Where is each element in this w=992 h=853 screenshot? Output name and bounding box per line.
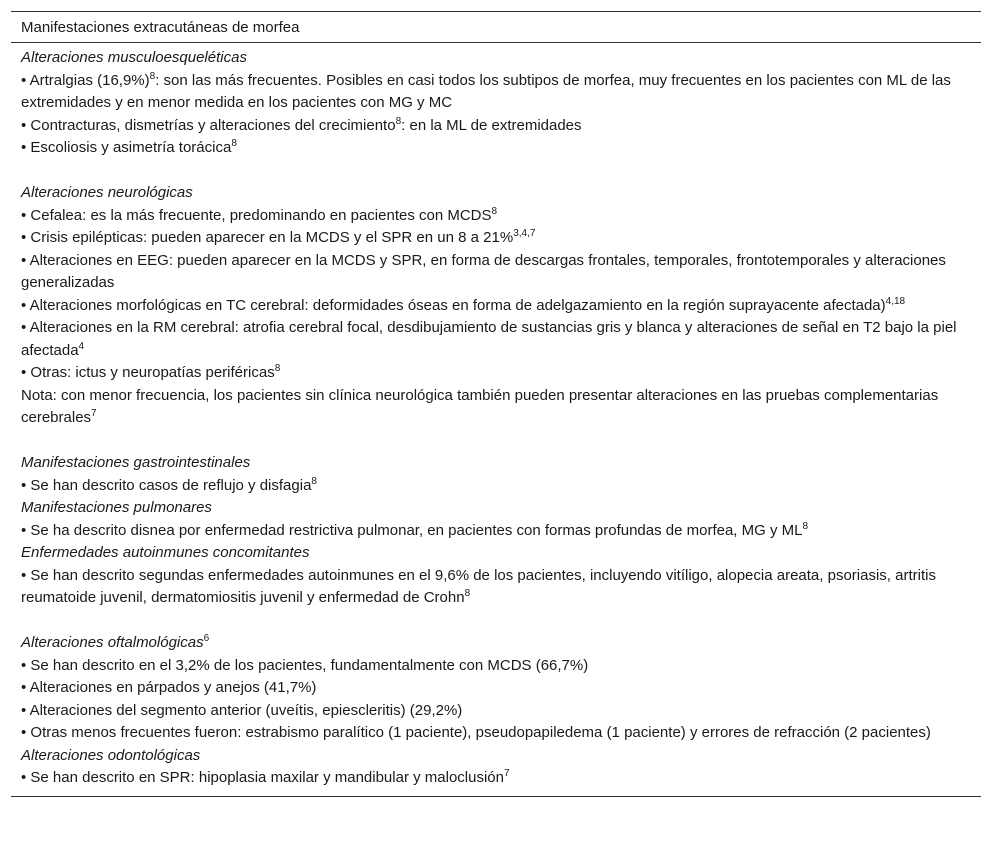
reference-superscript: 8 — [491, 205, 498, 217]
reference-superscript: 8 — [464, 588, 471, 599]
list-item: • Se han descrito segundas enfermedades autoinmunes en el 9,6% de los pacientes, incluyendo vitíligo, alopecia areata, psoriasis, artritis reumatoide juvenil, dermatomiositis juvenil y enfermedad de Crohn$^8$ — [21, 566, 936, 606]
reference-superscript: 4,18 — [885, 295, 906, 307]
list-item: • Alteraciones en la RM cerebral: atrofia cerebral focal, desdibujamiento de sustancias gris y blanca y alteraciones de señal en T2 bajo la piel afectada$^4$ — [21, 319, 957, 359]
reference-superscript: 8 — [149, 70, 156, 82]
section-spacer — [21, 160, 971, 183]
section-title-pulmonary: Manifestaciones pulmonares — [21, 499, 212, 516]
table-header: Manifestaciones extracutáneas de morfea — [11, 11, 981, 43]
list-item: • Alteraciones del segmento anterior (uveítis, epiescleritis) (29,2%) — [21, 701, 463, 719]
list-item: • Se han descrito en SPR: hipoplasia maxilar y mandibular y maloclusión$^7$ — [21, 768, 510, 786]
reference-superscript: 3,4,7 — [513, 228, 536, 239]
list-item: • Contracturas, dismetrías y alteraciones del crecimiento$^8$: en la ML de extremidades — [21, 115, 582, 134]
note-item: Nota: con menor frecuencia, los pacientes sin clínica neurológica también pueden presentar alteraciones en las pruebas complementarias cerebrales$^7$ — [21, 386, 939, 426]
section-title-dental: Alteraciones odontológicas — [21, 746, 201, 764]
reference-superscript: 8 — [802, 520, 809, 532]
section-title-ophthalmological: Alteraciones oftalmológicas$^6$ — [21, 633, 210, 651]
reference-superscript: 8 — [274, 363, 281, 374]
list-item: • Alteraciones en párpados y anejos (41,7%) — [21, 679, 317, 696]
list-item: • Alteraciones morfológicas en TC cerebral: deformidades óseas en forma de adelgazamiento en la región suprayacente afectada)$^{4,18}$ — [21, 295, 906, 314]
section-title-neurological: Alteraciones neurológicas — [21, 184, 193, 201]
section-title-autoimmune: Enfermedades autoinmunes concomitantes — [21, 544, 310, 561]
list-item: • Otras menos frecuentes fueron: estrabismo paralítico (1 paciente), pseudopapiledema (1 paciente) y errores de refracción (2 pacientes) — [21, 724, 931, 741]
reference-superscript: 8 — [395, 115, 402, 127]
list-item: • Se han descrito casos de reflujo y disfagia$^8$ — [21, 475, 317, 494]
section-title-musculoskeletal: Alteraciones musculoesqueléticas — [21, 49, 247, 66]
list-item: • Se han descrito en el 3,2% de los pacientes, fundamentalmente con MCDS (66,7%) — [21, 656, 589, 674]
list-item: • Otras: ictus y neuropatías periféricas$^8$ — [21, 363, 281, 381]
section-title-gastrointestinal: Manifestaciones gastrointestinales — [21, 454, 251, 471]
list-item: • Artralgias $(16,9\%)^8$: son las más frecuentes. Posibles en casi todos los subtipos de morfea, muy frecuentes en los pacientes con ML de las extremidades y en menor medida en los pacientes con MG y MC — [21, 70, 951, 111]
table-body-cell — [11, 43, 981, 797]
extracutaneous-manifestations-table — [11, 11, 981, 797]
list-item: • Escoliosis y asimetría torácica$^8$ — [21, 138, 237, 156]
list-item: • Se ha descrito disnea por enfermedad restrictiva pulmonar, en pacientes con formas profundas de morfea, MG y $ML^8$ — [21, 520, 809, 539]
list-item: • Cefalea: es la más frecuente, predominando en pacientes con MCDS$^8$ — [21, 205, 498, 224]
section-spacer — [21, 610, 971, 633]
reference-superscript: 7 — [91, 408, 97, 419]
reference-superscript: 4 — [78, 340, 85, 352]
reference-superscript: 8 — [311, 475, 317, 487]
reference-superscript: 8 — [231, 138, 237, 149]
list-item: • Crisis epilépticas: pueden aparecer en la MCDS y el SPR en un 8 a 21%$^{3,4,7}$ — [21, 228, 536, 246]
section-spacer — [21, 430, 971, 453]
reference-superscript: 6 — [203, 633, 210, 644]
reference-superscript: 7 — [504, 768, 510, 779]
list-item: • Alteraciones en EEG: pueden aparecer en la MCDS y SPR, en forma de descargas frontales, temporales, frontotemporales y alteraciones generalizadas — [21, 251, 946, 291]
